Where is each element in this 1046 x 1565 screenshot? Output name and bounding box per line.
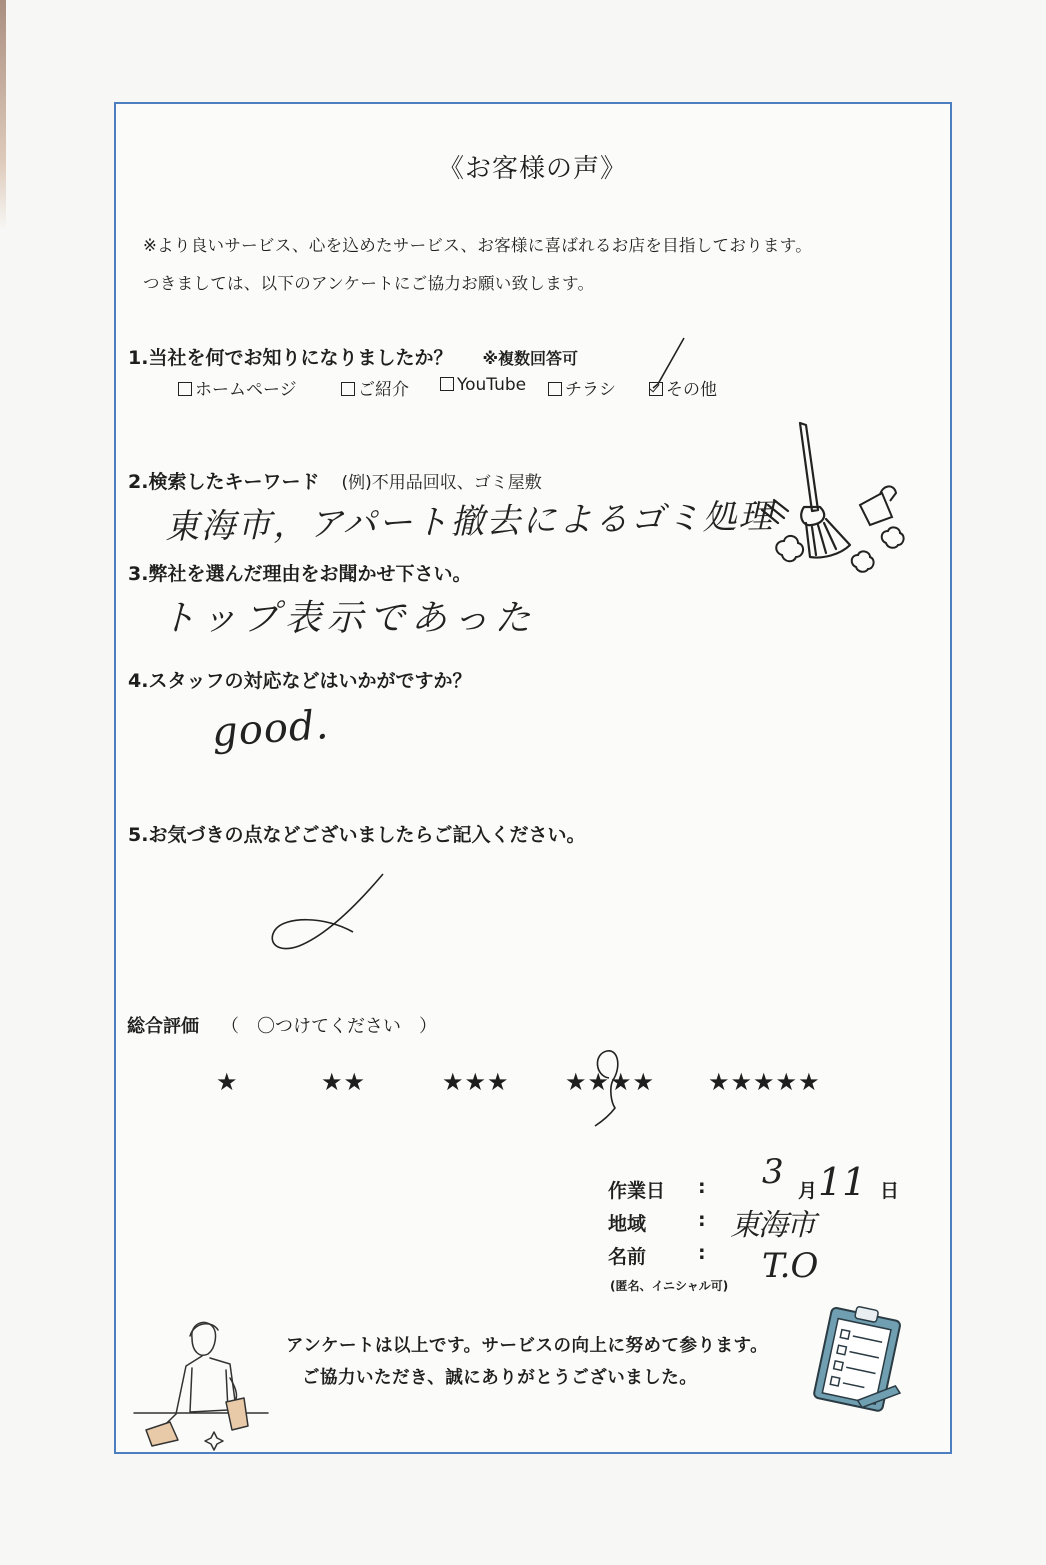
question-1	[128, 343, 578, 370]
closing-line-2: ご協力いただき、誠にありがとうございました。	[302, 1368, 698, 1388]
question-1-label: 1.当社を何でお知りになりましたか？	[128, 347, 453, 369]
question-2-label: 2.検索したキーワード	[128, 471, 320, 493]
rating-5-stars[interactable]: ★★★★★	[708, 1068, 821, 1096]
day-value[interactable]: 11	[818, 1160, 867, 1204]
option-homepage[interactable]	[178, 375, 297, 400]
cleaner-illustration	[132, 1318, 272, 1458]
name-value[interactable]: T.O	[762, 1246, 819, 1286]
clipboard-icon	[808, 1300, 912, 1420]
check-stroke	[650, 336, 690, 396]
rating-2-stars[interactable]: ★★	[321, 1068, 367, 1096]
name-note: (匿名、イニシャル可)	[610, 1279, 729, 1293]
option-referral[interactable]	[341, 375, 409, 400]
area-colon: :	[698, 1209, 706, 1231]
checkbox-icon[interactable]	[178, 382, 192, 396]
checkbox-icon[interactable]	[341, 382, 355, 396]
rating-4-stars[interactable]: ★★★★	[565, 1068, 656, 1096]
area-value[interactable]: 東海市	[730, 1208, 814, 1243]
intro-line-2: つきましては、以下のアンケートにご協力お願い致します。	[143, 274, 595, 293]
name-label: 名前	[608, 1246, 647, 1268]
month-unit: 月	[798, 1180, 818, 1202]
question-3-label: 3.弊社を選んだ理由をお聞かせ下さい。	[128, 563, 472, 585]
checkbox-icon[interactable]	[548, 382, 562, 396]
overall-rating-label: 総合評価	[127, 1016, 199, 1037]
question-2	[128, 467, 542, 494]
month-value[interactable]: 3	[762, 1152, 784, 1192]
question-2-example: (例)不用品回収、ゴミ屋敷	[341, 473, 542, 493]
question-5	[128, 820, 585, 847]
option-label: チラシ	[565, 380, 616, 400]
date-colon: :	[698, 1176, 706, 1198]
checkbox-icon[interactable]	[440, 377, 454, 391]
day-unit: 日	[880, 1180, 900, 1202]
option-label: ホームページ	[195, 380, 297, 400]
date-label: 作業日	[608, 1180, 666, 1202]
question-4	[128, 666, 471, 693]
rating-circle-mark	[585, 1046, 635, 1131]
option-label: YouTube	[457, 375, 527, 395]
rating-3-stars[interactable]: ★★★	[442, 1068, 510, 1096]
answer-3-handwriting[interactable]: トップ表示であった	[160, 598, 537, 639]
question-3	[128, 559, 471, 586]
question-1-note: ※複数回答可	[482, 349, 579, 368]
question-4-label: 4.スタッフの対応などはいかがですか？	[128, 670, 472, 692]
broom-icon	[752, 415, 922, 585]
intro-line-1: ※より良いサービス、心を込めたサービス、お客様に喜ばれるお店を目指しております。	[143, 236, 812, 255]
dustpan-icon	[860, 486, 896, 525]
page-title: 《お客様の声》	[438, 154, 628, 184]
area-label: 地域	[608, 1213, 647, 1235]
rating-1-star[interactable]: ★	[216, 1068, 239, 1096]
option-flyer[interactable]	[548, 375, 616, 400]
answer-2-handwriting[interactable]: 東海市，アパート撤去によるゴミ処理	[164, 496, 775, 548]
name-colon: :	[698, 1242, 706, 1264]
overall-rating	[127, 1012, 437, 1038]
answer-4-handwriting[interactable]: good.	[210, 701, 331, 757]
question-5-label: 5.お気づきの点などございましたらご記入ください。	[128, 824, 586, 846]
closing-line-1: アンケートは以上です。サービスの向上に努めて参ります。	[286, 1336, 769, 1356]
option-label: その他	[666, 380, 717, 400]
option-youtube[interactable]	[440, 375, 526, 395]
page-edge-shadow	[0, 0, 6, 230]
survey-frame	[114, 102, 952, 1454]
overall-rating-instruction: （ 〇つけてください ）	[221, 1016, 437, 1037]
answer-5-scribble[interactable]	[265, 870, 395, 955]
option-label: ご紹介	[358, 380, 409, 400]
